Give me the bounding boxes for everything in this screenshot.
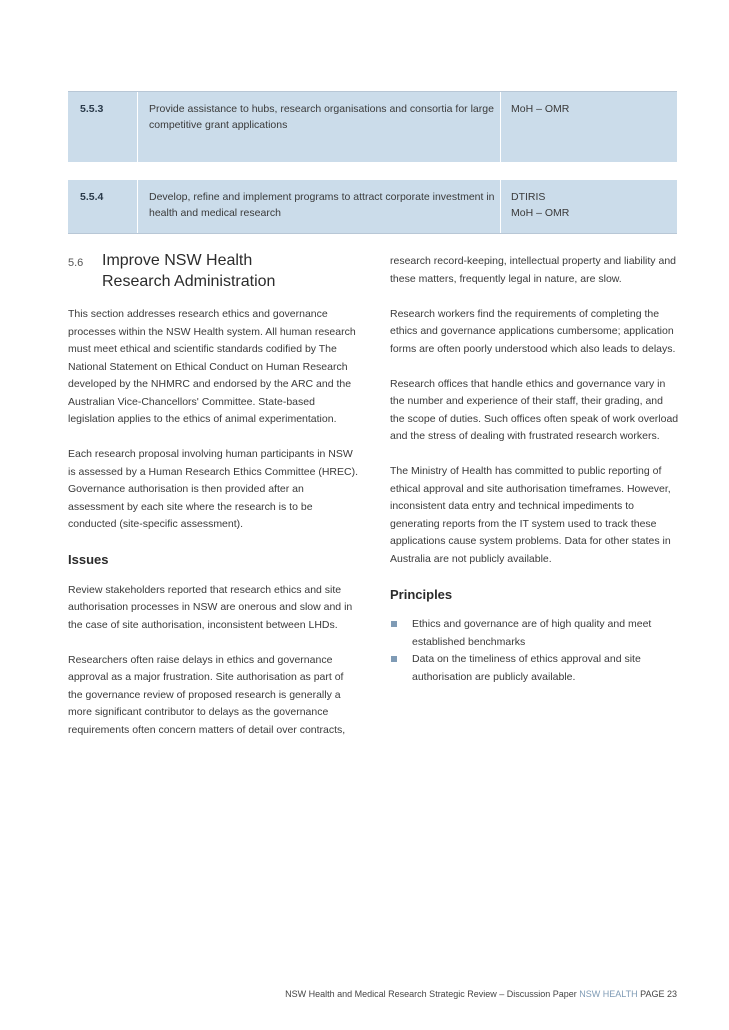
responsible-cell xyxy=(501,92,677,162)
principles-list xyxy=(390,616,680,686)
action-id: 5.5.4 xyxy=(80,191,104,203)
responsible-party: MoH – OMR xyxy=(511,207,570,219)
actions-table xyxy=(68,91,677,234)
footer-page-number: PAGE 23 xyxy=(640,989,677,999)
footer-org: NSW HEALTH xyxy=(579,989,638,999)
section-title-line: Research Administration xyxy=(102,273,276,290)
section-heading xyxy=(68,250,360,292)
body-paragraph: Research offices that handle ethics and governance vary in the number and experience of their staff, their grading, and the scope of duties. Such offices often speak of work overload and the stress of dealing with frustrated research workers. xyxy=(390,377,679,442)
list-item xyxy=(390,651,680,686)
body-paragraph: research record-keeping, intellectual property and liability and these matters, frequently legal in nature, are slow. xyxy=(390,255,676,285)
right-column xyxy=(390,253,680,686)
principles-heading: Principles xyxy=(390,586,453,602)
bullet-square-icon xyxy=(391,656,397,662)
section-number: 5.6 xyxy=(68,257,84,269)
footer-doc-title: NSW Health and Medical Research Strategic Review – Discussion Paper xyxy=(285,989,577,999)
left-column xyxy=(68,250,360,757)
body-paragraph: Research workers find the requirements of completing the ethics and governance applications cumbersome; application forms are often poorly understood which also leads to delays. xyxy=(390,307,676,355)
responsible-cell xyxy=(501,180,677,233)
principle-text: Ethics and governance are of high quality and meet established benchmarks xyxy=(412,618,652,648)
list-item xyxy=(390,616,680,651)
action-text: Provide assistance to hubs, research organisations and consortia for large competitive grant applications xyxy=(149,103,494,131)
action-id: 5.5.3 xyxy=(80,103,104,115)
table-row xyxy=(68,92,677,162)
table-row xyxy=(68,179,677,233)
responsible-party: DTIRIS xyxy=(511,191,546,203)
body-paragraph: Each research proposal involving human participants in NSW is assessed by a Human Research Ethics Committee (HREC). Governance authorisation is then provided after an assessment by each site where the research is to be conducted (site-specific assessment). xyxy=(68,448,359,530)
section-title-line: Improve NSW Health xyxy=(102,252,253,269)
body-paragraph: This section addresses research ethics and governance processes within the NSW Health system. All human research must meet ethical and scientific standards codified by The National Statement on Ethical Conduct on Human Research developed by the NHMRC and endorsed by the ARC and the Australian Vice-Chancellors' Committee. State-based legislation applies to the ethics of animal experimentation. xyxy=(68,308,356,425)
page-footer xyxy=(285,989,677,999)
issues-heading: Issues xyxy=(68,552,109,567)
body-paragraph: Researchers often raise delays in ethics and governance approval as a major frustration. Site authorisation as part of the governance review of proposed research is generally a more significant contributor to delays as the governance requirements often concern matters of detail over contracts, xyxy=(68,653,346,736)
section-title xyxy=(102,250,275,292)
body-paragraph: Review stakeholders reported that research ethics and site authorisation processes in NSW are onerous and slow and in the case of site authorisation, inconsistent between LHDs. xyxy=(68,583,353,631)
principle-text: Data on the timeliness of ethics approval and site authorisation are publicly available. xyxy=(412,653,641,683)
action-text: Develop, refine and implement programs to attract corporate investment in health and medical research xyxy=(149,191,495,219)
bullet-square-icon xyxy=(391,621,397,627)
body-paragraph: The Ministry of Health has committed to public reporting of ethical approval and site authorisation timeframes. However, inconsistent data entry and technical impediments to generating reports from the IT system used to track these applications cause system problems. Data for other states in Australia are not publicly available. xyxy=(390,465,671,565)
responsible-party: MoH – OMR xyxy=(511,103,570,115)
